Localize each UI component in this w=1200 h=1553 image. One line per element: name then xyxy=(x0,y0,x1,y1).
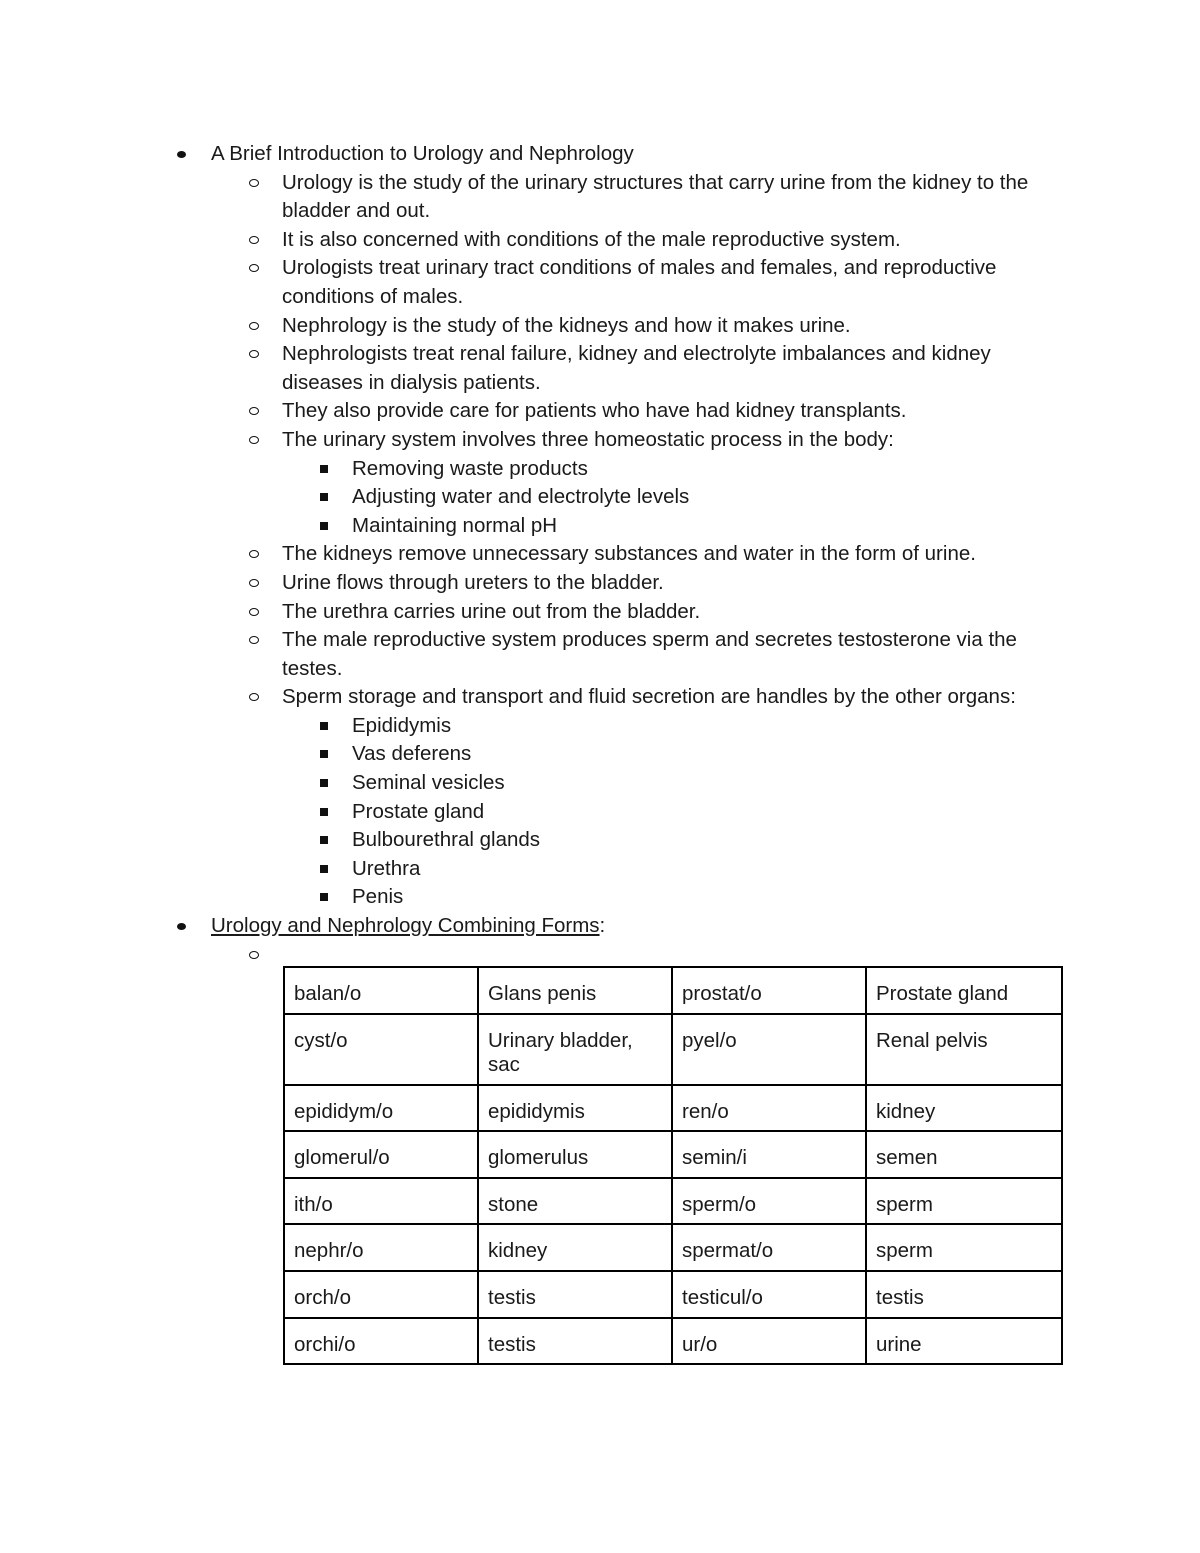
table-cell: cyst/o xyxy=(284,1014,478,1085)
hollow-bullet-icon xyxy=(249,951,259,959)
square-bullet-icon xyxy=(320,836,328,844)
list-item: Urologists treat urinary tract conditions of males and females, and reproductive conditions of males. xyxy=(282,254,1071,311)
homeostatic-process-list xyxy=(352,455,1071,541)
table-cell: prostat/o xyxy=(672,967,866,1014)
hollow-bullet-icon xyxy=(249,322,259,330)
table-cell: ur/o xyxy=(672,1318,866,1365)
section-combining-forms xyxy=(211,912,1071,969)
table-cell: Prostate gland xyxy=(866,967,1062,1014)
list-item: Maintaining normal pH xyxy=(352,512,1071,541)
list-item: Prostate gland xyxy=(352,798,1071,827)
table-row xyxy=(284,967,1062,1014)
table-cell: stone xyxy=(478,1178,672,1225)
square-bullet-icon xyxy=(320,722,328,730)
table-row xyxy=(284,1131,1062,1178)
combining-forms-sublist xyxy=(282,941,1071,970)
table-cell: semin/i xyxy=(672,1131,866,1178)
section-intro xyxy=(211,140,1071,912)
hollow-bullet-icon xyxy=(249,350,259,358)
square-bullet-icon xyxy=(320,493,328,501)
list-item: Vas deferens xyxy=(352,740,1071,769)
hollow-bullet-icon xyxy=(249,264,259,272)
table-cell: ren/o xyxy=(672,1085,866,1132)
section-heading: A Brief Introduction to Urology and Nephrology xyxy=(211,142,634,165)
list-item: Urethra xyxy=(352,855,1071,884)
table-cell: urine xyxy=(866,1318,1062,1365)
filled-bullet-icon xyxy=(177,923,186,930)
hollow-bullet-icon xyxy=(249,236,259,244)
table-cell: kidney xyxy=(478,1224,672,1271)
table-row xyxy=(284,1014,1062,1085)
square-bullet-icon xyxy=(320,808,328,816)
list-item: Urine flows through ureters to the bladder. xyxy=(282,569,1071,598)
table-cell: nephr/o xyxy=(284,1224,478,1271)
table-cell: orch/o xyxy=(284,1271,478,1318)
table-cell: kidney xyxy=(866,1085,1062,1132)
table-row xyxy=(284,1271,1062,1318)
square-bullet-icon xyxy=(320,865,328,873)
table-cell: glomerulus xyxy=(478,1131,672,1178)
list-item: Removing waste products xyxy=(352,455,1071,484)
table-cell: testis xyxy=(866,1271,1062,1318)
list-item: Penis xyxy=(352,883,1071,912)
list-item: Urology is the study of the urinary structures that carry urine from the kidney to the bladder and out. xyxy=(282,169,1071,226)
table-cell: semen xyxy=(866,1131,1062,1178)
outline-list xyxy=(211,140,1071,969)
list-item: Epididymis xyxy=(352,712,1071,741)
square-bullet-icon xyxy=(320,465,328,473)
table-row xyxy=(284,1178,1062,1225)
list-item: Nephrologists treat renal failure, kidney and electrolyte imbalances and kidney diseases in dialysis patients. xyxy=(282,340,1071,397)
square-bullet-icon xyxy=(320,779,328,787)
table-cell: pyel/o xyxy=(672,1014,866,1085)
hollow-bullet-icon xyxy=(249,636,259,644)
table-cell: glomerul/o xyxy=(284,1131,478,1178)
table-cell: sperm xyxy=(866,1224,1062,1271)
list-item: The urethra carries urine out from the bladder. xyxy=(282,598,1071,627)
table-cell: ith/o xyxy=(284,1178,478,1225)
square-bullet-icon xyxy=(320,893,328,901)
hollow-bullet-icon xyxy=(249,407,259,415)
section-heading: Urology and Nephrology Combining Forms: xyxy=(211,914,606,938)
hollow-bullet-icon xyxy=(249,693,259,701)
list-item: Nephrology is the study of the kidneys and how it makes urine. xyxy=(282,312,1071,341)
list-item: The urinary system involves three homeostatic process in the body: Removing waste products Adjusting water and electrolyte levels Maintaining normal pH xyxy=(282,426,1071,540)
table-cell: balan/o xyxy=(284,967,478,1014)
hollow-bullet-icon xyxy=(249,179,259,187)
hollow-bullet-icon xyxy=(249,608,259,616)
table-cell: testicul/o xyxy=(672,1271,866,1318)
list-item: Adjusting water and electrolyte levels xyxy=(352,483,1071,512)
table-cell: Glans penis xyxy=(478,967,672,1014)
list-item: Seminal vesicles xyxy=(352,769,1071,798)
table-row xyxy=(284,1085,1062,1132)
list-item: It is also concerned with conditions of the male reproductive system. xyxy=(282,226,1071,255)
table-row xyxy=(284,1224,1062,1271)
table-cell: testis xyxy=(478,1271,672,1318)
table-cell: sperm xyxy=(866,1178,1062,1225)
organ-list xyxy=(352,712,1071,912)
table-cell: epididymis xyxy=(478,1085,672,1132)
hollow-bullet-icon xyxy=(249,579,259,587)
table-cell: Urinary bladder, sac xyxy=(478,1014,672,1085)
table-cell: epididym/o xyxy=(284,1085,478,1132)
intro-sublist xyxy=(282,169,1071,912)
list-item: They also provide care for patients who have had kidney transplants. xyxy=(282,397,1071,426)
square-bullet-icon xyxy=(320,750,328,758)
table-cell: testis xyxy=(478,1318,672,1365)
list-item: Sperm storage and transport and fluid secretion are handles by the other organs: Epididymis Vas deferens Seminal vesicles Prostate gland Bulbourethral glands Urethra Penis xyxy=(282,683,1071,912)
filled-bullet-icon xyxy=(177,151,186,158)
list-item: Bulbourethral glands xyxy=(352,826,1071,855)
table-cell: orchi/o xyxy=(284,1318,478,1365)
hollow-bullet-icon xyxy=(249,436,259,444)
table-cell: Renal pelvis xyxy=(866,1014,1062,1085)
table-row xyxy=(284,1318,1062,1365)
list-item: The kidneys remove unnecessary substances and water in the form of urine. xyxy=(282,540,1071,569)
list-item: The male reproductive system produces sperm and secretes testosterone via the testes. xyxy=(282,626,1071,683)
combining-forms-table xyxy=(283,966,1063,1365)
table-cell: spermat/o xyxy=(672,1224,866,1271)
hollow-bullet-icon xyxy=(249,550,259,558)
list-item xyxy=(282,941,1071,970)
table-cell: sperm/o xyxy=(672,1178,866,1225)
square-bullet-icon xyxy=(320,522,328,530)
